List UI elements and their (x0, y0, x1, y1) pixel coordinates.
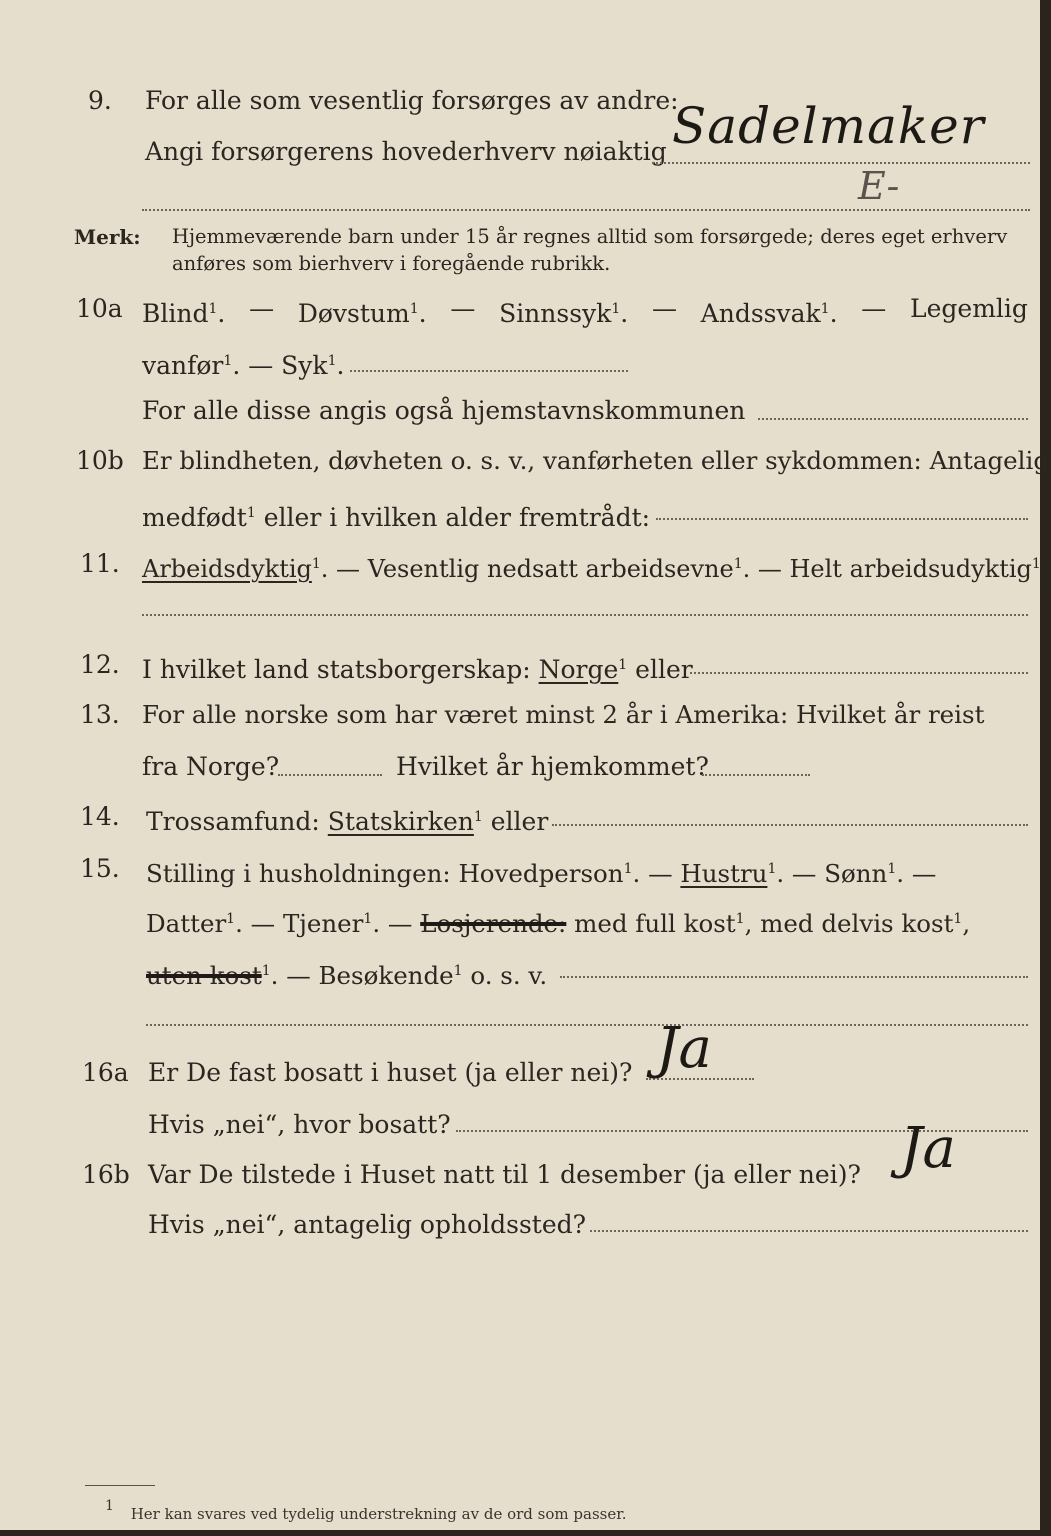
q16b-handwritten-answer: Ja (900, 1116, 956, 1181)
merk-label: Merk: (74, 225, 141, 249)
q10a-text3: For alle disse angis også hjemstavnskommunen (142, 396, 746, 425)
q12-norge-underlined: Norge (538, 655, 619, 684)
q13-text1: For alle norske som har været minst 2 år i Amerika: Hvilket år reist (142, 700, 985, 729)
q10a-andssvak[interactable]: Andssvak$^1$. (700, 299, 838, 328)
q16a-handwritten-answer: Ja (656, 1016, 712, 1081)
q11-number: 11. (80, 549, 120, 578)
q15-hustru-underlined: Hustru (680, 859, 768, 888)
q13-number: 13. (80, 700, 120, 729)
q16b-text1: Var De tilstede i Huset natt til 1 desember (ja eller nei)? (148, 1160, 861, 1189)
footnote-divider (85, 1485, 155, 1486)
q10a-vanfor-syk[interactable]: vanfør$^1$. — Syk$^1$. (142, 351, 345, 380)
q9-handwritten-answer: Sadelmaker (672, 97, 985, 155)
q11-options[interactable]: Arbeidsdyktig$^1$. — Vesentlig nedsatt arbeidsevne$^1$. — Helt arbeidsudyktig$^1$. (142, 555, 1049, 583)
q13-hjemkommet-line[interactable] (702, 774, 810, 776)
q10b-answer-line[interactable] (656, 518, 1028, 520)
q15-answer-line2[interactable] (146, 1024, 1028, 1026)
q16b-text2: Hvis „nei“, antagelig opholdssted? (148, 1210, 587, 1239)
q13-text2a: fra Norge? (142, 752, 280, 781)
q9-text2: Angi forsørgerens hovederhverv nøiaktig (145, 137, 667, 166)
footnote-text: Her kan svares ved tydelig understrekning av de ord som passer. (130, 1505, 627, 1523)
q13-text2b: Hvilket år hjemkommet? (396, 752, 709, 781)
q10b-text2: medfødt$^1$ eller i hvilken alder fremtrådt: (142, 503, 651, 532)
q14-number: 14. (80, 802, 120, 831)
q10a-blind[interactable]: Blind$^1$. (142, 299, 226, 328)
q10b-text1: Er blindheten, døvheten o. s. v., vanførheten eller sykdommen: Antagelig (142, 446, 1050, 475)
q15-number: 15. (80, 854, 120, 883)
q10a-kommune-line[interactable] (758, 418, 1028, 420)
q10a-dovstum[interactable]: Døvstum$^1$. (297, 299, 427, 328)
q16a-text2: Hvis „nei“, hvor bosatt? (148, 1110, 451, 1139)
q10a-number: 10a (76, 294, 123, 323)
q14-statskirken-underlined: Statskirken (327, 807, 474, 836)
q12-number: 12. (80, 650, 120, 679)
q10a-options: Blind$^1$. — Døvstum$^1$. — Sinnssyk$^1$. — Andssvak$^1$. — Legemlig (142, 294, 1028, 328)
q14-answer-line[interactable] (552, 824, 1028, 826)
q9-number: 9. (88, 86, 112, 115)
q16b-opholdssted-line[interactable] (590, 1230, 1028, 1232)
q11-answer-line[interactable] (142, 614, 1028, 616)
q12-answer-line[interactable] (690, 672, 1028, 674)
q9-answer-line2[interactable] (142, 209, 1030, 211)
merk-text2: anføres som bierhverv i foregående rubrikk. (172, 252, 611, 275)
q16b-number: 16b (82, 1160, 130, 1189)
q15-answer-line[interactable] (560, 976, 1028, 978)
q11-arbeidsdyktig-underlined: Arbeidsdyktig (142, 555, 312, 583)
footnote (105, 1498, 627, 1523)
q9-answer-line[interactable] (652, 162, 1030, 164)
merk-text1: Hjemmeværende barn under 15 år regnes alltid som forsørgede; deres eget erhverv (172, 225, 1008, 248)
footnote-mark: 1 (105, 1498, 114, 1514)
q12-text: I hvilket land statsborgerskap: Norge$^1$ eller (142, 655, 693, 684)
q9-text1: For alle som vesentlig forsørges av andre: (145, 86, 679, 115)
q10a-answer-line[interactable] (350, 370, 628, 372)
q10a-sinnssyk[interactable]: Sinnssyk$^1$. (499, 299, 629, 328)
q16a-number: 16a (82, 1058, 129, 1087)
q10a-legemlig[interactable]: Legemlig (910, 294, 1028, 323)
q15-text2: Datter$^1$. — Tjener$^1$. — Losjerende: med full kost$^1$, med delvis kost$^1$, (146, 909, 971, 938)
q10b-number: 10b (76, 446, 124, 475)
q16a-text1: Er De fast bosatt i huset (ja eller nei)? (148, 1058, 633, 1087)
q13-reist-line[interactable] (278, 774, 382, 776)
q9-handwritten-mark: E- (858, 164, 900, 208)
q14-text: Trossamfund: Statskirken$^1$ eller (146, 807, 549, 836)
q15-losjerende-struck: Losjerende: (420, 909, 567, 938)
q15-text3: uten kost$^1$. — Besøkende$^1$ o. s. v. (146, 961, 548, 990)
q15-uten-kost-struck: uten kost (146, 961, 262, 990)
q15-text1: Stilling i husholdningen: Hovedperson$^1$. — Hustru$^1$. — Sønn$^1$. — (146, 859, 937, 888)
